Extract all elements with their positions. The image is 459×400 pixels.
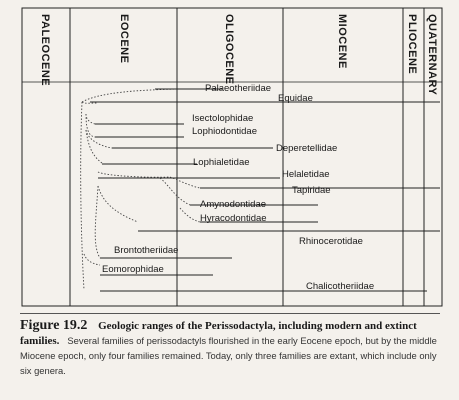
family-label-helaletidae: Helaletidae <box>282 169 330 180</box>
lineage-connector <box>84 254 100 265</box>
caption-body: Several families of perissodactyls flourished in the early Eocene epoch, but by the middle Miocene epoch, only four families remained. Today, only three families are extant, which include only six genera. <box>20 335 437 376</box>
epoch-label-quaternary: QUATERNARY <box>426 14 438 96</box>
family-label-tapiridae: Tapiridae <box>292 185 331 196</box>
lineage-connector <box>170 177 200 188</box>
epoch-label-eocene: EOCENE <box>118 14 130 64</box>
family-label-chalicotheriidae: Chalicotheriidae <box>306 281 375 292</box>
caption-label: Figure 19.2 <box>20 318 88 333</box>
epoch-label-paleocene: PALEOCENE <box>39 14 51 87</box>
family-label-rhinocerotidae: Rhinocerotidae <box>299 236 363 247</box>
family-label-amynodontidae: Amynodontidae <box>200 199 267 210</box>
lineage-connector <box>81 102 84 290</box>
family-label-brontotheriidae: Brontotheriidae <box>114 245 179 256</box>
lineage-connector <box>86 130 102 163</box>
family-label-lophiodontidae: Lophiodontidae <box>192 126 257 137</box>
epoch-label-oligocene: OLIGOCENE <box>223 14 235 85</box>
lineage-connector <box>160 178 190 205</box>
caption-rule <box>20 313 440 314</box>
lineage-connector <box>180 208 200 222</box>
caption-text <box>20 319 440 379</box>
family-label-palaeotheriidae: Palaeotheriidae <box>205 83 272 94</box>
family-label-deperetellidae: Deperetellidae <box>276 143 338 154</box>
family-label-hyracodontidae: Hyracodontidae <box>200 213 267 224</box>
family-label-equidae: Equidae <box>278 93 313 104</box>
epoch-label-miocene: MIOCENE <box>336 14 348 69</box>
lineage-connector <box>95 186 100 258</box>
lineage-connector <box>86 114 95 124</box>
lineage-connector <box>98 172 170 177</box>
lineage-connector <box>82 89 178 102</box>
family-label-lophialetidae: Lophialetidae <box>193 157 250 168</box>
family-label-isectolophidae: Isectolophidae <box>192 113 254 124</box>
lineage-connector <box>86 130 112 148</box>
epoch-label-pliocene: PLIOCENE <box>406 14 418 75</box>
lineage-connector <box>98 186 138 222</box>
caption-title: Geologic ranges of the Perissodactyla, including modern and extinct families. <box>20 320 417 347</box>
family-label-eomorophidae: Eomorophidae <box>102 264 164 275</box>
